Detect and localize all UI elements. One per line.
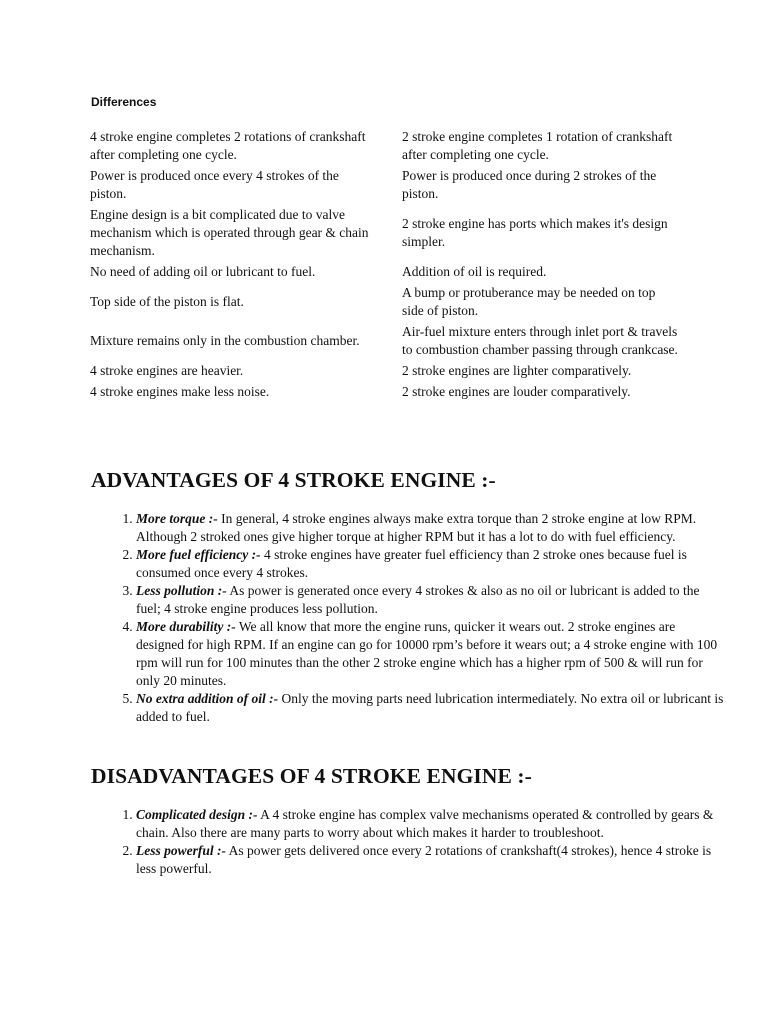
two-stroke-cell: Power is produced once during 2 strokes of the piston. [402, 168, 657, 201]
list-item [136, 582, 726, 618]
two-stroke-cell: Addition of oil is required. [402, 264, 547, 279]
item-text: As power gets delivered once every 2 rotations of crankshaft(4 strokes), hence 4 stroke is less powerful. [136, 843, 712, 876]
four-stroke-cell: 4 stroke engine completes 2 rotations of crankshaft after completing one cycle. [90, 129, 366, 162]
four-stroke-cell: 4 stroke engines are heavier. [90, 363, 244, 378]
list-item [136, 510, 726, 546]
table-row [84, 127, 684, 166]
disadvantages-heading: DISADVANTAGES OF 4 STROKE ENGINE :- [91, 764, 532, 788]
list-item [136, 618, 726, 690]
four-stroke-cell: 4 stroke engines make less noise. [90, 384, 270, 399]
table-row [84, 262, 684, 283]
table-row [84, 361, 684, 382]
table-row [84, 205, 684, 262]
two-stroke-cell: 2 stroke engine has ports which makes it's design simpler. [402, 216, 668, 249]
two-stroke-cell: 2 stroke engine completes 1 rotation of crankshaft after completing one cycle. [402, 129, 673, 162]
item-term: Less powerful :- [136, 843, 226, 858]
two-stroke-cell: Air-fuel mixture enters through inlet port & travels to combustion chamber passing through crankcase. [402, 324, 678, 357]
table-row [84, 322, 684, 361]
four-stroke-cell: Engine design is a bit complicated due to valve mechanism which is operated through gear & chain mechanism. [90, 207, 369, 258]
advantages-list [91, 510, 726, 726]
table-row [84, 166, 684, 205]
item-text: As power is generated once every 4 strokes & also as no oil or lubricant is added to the fuel; 4 stroke engine produces less pollution. [136, 583, 700, 616]
differences-heading: Differences [91, 95, 157, 109]
two-stroke-cell: A bump or protuberance may be needed on top side of piston. [402, 285, 656, 318]
item-text: We all know that more the engine runs, quicker it wears out. 2 stroke engines are designed for high RPM. If an engine can go for 10000 rpm’s before it wears out; a 4 stroke engine with 100 rpm will run for 100 minutes than the other 2 stroke engine which has a higher rpm of 500 & will run for only 20 minutes. [136, 619, 718, 688]
four-stroke-cell: No need of adding oil or lubricant to fuel. [90, 264, 316, 279]
four-stroke-cell: Mixture remains only in the combustion chamber. [90, 333, 360, 348]
list-item [136, 806, 726, 842]
item-text: Only the moving parts need lubrication intermediately. No extra oil or lubricant is added to fuel. [136, 691, 724, 724]
item-term: Less pollution :- [136, 583, 227, 598]
table-row [84, 283, 684, 322]
item-text: 4 stroke engines have greater fuel efficiency than 2 stroke ones because fuel is consumed once every 4 strokes. [136, 547, 687, 580]
two-stroke-cell: 2 stroke engines are louder comparatively. [402, 384, 631, 399]
list-item [136, 690, 726, 726]
item-text: A 4 stroke engine has complex valve mechanisms operated & controlled by gears & chain. Also there are many parts to worry about which makes it harder to troubleshoot. [136, 807, 714, 840]
four-stroke-cell: Top side of the piston is flat. [90, 294, 244, 309]
item-term: No extra addition of oil :- [136, 691, 279, 706]
differences-table [84, 127, 684, 403]
item-text: In general, 4 stroke engines always make extra torque than 2 stroke engine at low RPM. Although 2 stroked ones give higher torque at higher RPM but it has a lot to do with fuel efficiency. [136, 511, 697, 544]
disadvantages-list [91, 806, 726, 878]
item-term: More fuel efficiency :- [136, 547, 261, 562]
item-term: More durability :- [136, 619, 236, 634]
table-row [84, 382, 684, 403]
item-term: More torque :- [136, 511, 218, 526]
two-stroke-cell: 2 stroke engines are lighter comparatively. [402, 363, 632, 378]
four-stroke-cell: Power is produced once every 4 strokes of the piston. [90, 168, 339, 201]
advantages-heading: ADVANTAGES OF 4 STROKE ENGINE :- [91, 468, 496, 492]
item-term: Complicated design :- [136, 807, 258, 822]
list-item [136, 842, 726, 878]
list-item [136, 546, 726, 582]
